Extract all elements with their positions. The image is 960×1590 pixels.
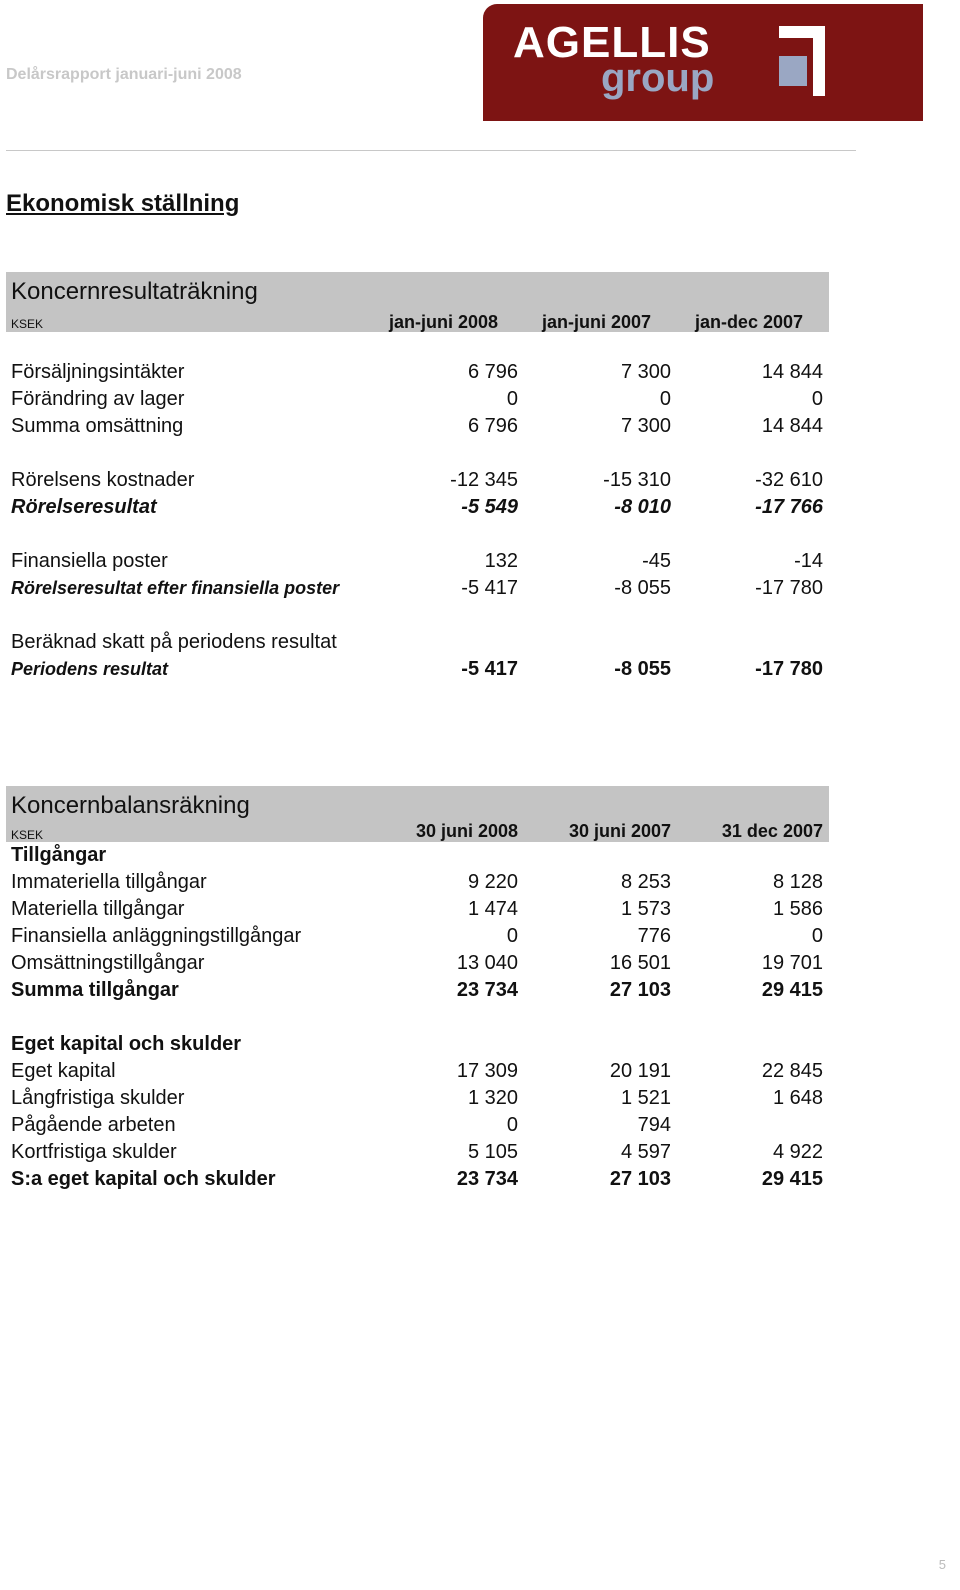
row-value: -17 766 — [755, 496, 823, 518]
row-label: Tillgångar — [11, 844, 107, 866]
row-label: Periodens resultat — [11, 659, 169, 679]
table-row — [6, 629, 829, 656]
row-value: 794 — [637, 1114, 671, 1136]
row-value: 1 586 — [772, 898, 823, 920]
table-row — [6, 359, 829, 386]
row-value: 7 300 — [620, 415, 671, 437]
agellis-logo — [483, 4, 923, 121]
row-value: 6 796 — [467, 415, 518, 437]
balance-header-band — [6, 786, 829, 842]
table-row — [6, 386, 829, 413]
row-value: 0 — [506, 1114, 518, 1136]
row-value: 14 844 — [761, 361, 823, 383]
row-label: Försäljningsintäkter — [11, 361, 185, 383]
row-label: S:a eget kapital och skulder — [11, 1168, 276, 1190]
assets-heading — [6, 842, 829, 869]
income-col-2: jan-juni 2007 — [541, 312, 651, 332]
row-value: -17 780 — [755, 658, 823, 680]
row-value: 9 220 — [467, 871, 518, 893]
logo-word-agellis: AGELLIS — [513, 18, 711, 67]
income-col-1: jan-juni 2008 — [388, 312, 498, 332]
row-value: 13 040 — [456, 952, 518, 974]
row-value: 22 845 — [761, 1060, 823, 1082]
row-value: 29 415 — [761, 979, 823, 1001]
row-label: Eget kapital och skulder — [11, 1033, 242, 1055]
row-label: Summa tillgångar — [11, 979, 179, 1001]
row-value: 132 — [484, 550, 518, 572]
table-row — [6, 869, 829, 896]
table-row — [6, 1058, 829, 1085]
row-label: Summa omsättning — [11, 415, 184, 437]
row-value: 14 844 — [761, 415, 823, 437]
row-value: 0 — [811, 925, 823, 947]
row-value: 7 300 — [620, 361, 671, 383]
balance-sheet-table — [6, 786, 829, 1193]
logo-word-group: group — [601, 56, 715, 100]
row-value: -14 — [794, 550, 823, 572]
row-value: -12 345 — [450, 469, 518, 491]
row-label: Omsättningstillgångar — [11, 952, 205, 974]
row-value: -8 055 — [614, 577, 671, 599]
income-unit: KSEK — [11, 317, 44, 331]
income-header-band — [6, 272, 829, 332]
row-value: 4 597 — [620, 1141, 671, 1163]
row-value: 1 573 — [620, 898, 671, 920]
row-value: 1 320 — [467, 1087, 518, 1109]
row-value: -15 310 — [603, 469, 671, 491]
row-label: Rörelsens kostnader — [11, 469, 195, 491]
table-row — [6, 1112, 829, 1139]
row-value: -45 — [642, 550, 671, 572]
row-value: 5 105 — [467, 1141, 518, 1163]
row-value: 23 734 — [456, 979, 518, 1001]
row-value: 0 — [506, 388, 518, 410]
table-row — [6, 548, 829, 575]
row-value: 17 309 — [456, 1060, 518, 1082]
row-value: 0 — [811, 388, 823, 410]
table-row-total — [6, 656, 829, 683]
header-divider — [6, 150, 856, 151]
row-label: Finansiella anläggningstillgångar — [11, 925, 302, 947]
row-value: -8 010 — [614, 496, 671, 518]
row-value: 16 501 — [609, 952, 671, 974]
row-value: 27 103 — [609, 979, 671, 1001]
table-row-subtotal — [6, 494, 829, 521]
row-value: 27 103 — [609, 1168, 671, 1190]
row-value: 776 — [637, 925, 671, 947]
row-label: Rörelseresultat efter finansiella poster — [11, 578, 340, 598]
table-row — [6, 923, 829, 950]
row-value: 1 648 — [772, 1087, 823, 1109]
table-row-total — [6, 1166, 829, 1193]
table-row — [6, 413, 829, 440]
balance-col-3: 31 dec 2007 — [721, 821, 823, 841]
row-label: Långfristiga skulder — [11, 1087, 185, 1109]
table-row — [6, 950, 829, 977]
table-row — [6, 467, 829, 494]
row-label: Förändring av lager — [11, 388, 185, 410]
balance-unit: KSEK — [11, 828, 44, 842]
row-label: Pågående arbeten — [11, 1114, 176, 1136]
table-row — [6, 1139, 829, 1166]
income-title: Koncernresultaträkning — [11, 278, 258, 305]
row-value: 8 253 — [620, 871, 671, 893]
row-value: 4 922 — [772, 1141, 823, 1163]
section-title: Ekonomisk ställning — [6, 190, 240, 217]
table-row — [6, 1085, 829, 1112]
row-value: -17 780 — [755, 577, 823, 599]
liabilities-heading — [6, 1031, 829, 1058]
balance-col-1: 30 juni 2008 — [415, 821, 518, 841]
row-label: Kortfristiga skulder — [11, 1141, 177, 1163]
row-value: -5 549 — [461, 496, 518, 518]
row-label: Beräknad skatt på periodens resultat — [11, 631, 337, 653]
row-value: 19 701 — [761, 952, 823, 974]
row-value: 1 521 — [620, 1087, 671, 1109]
table-row — [6, 896, 829, 923]
row-label: Materiella tillgångar — [11, 898, 185, 920]
row-value: 6 796 — [467, 361, 518, 383]
row-label: Rörelseresultat — [11, 496, 157, 518]
row-label: Immateriella tillgångar — [11, 871, 207, 893]
row-label: Eget kapital — [11, 1060, 116, 1082]
income-statement-table — [6, 272, 829, 683]
row-value: 20 191 — [609, 1060, 671, 1082]
report-title: Delårsrapport januari-juni 2008 — [6, 66, 242, 83]
row-value: 0 — [659, 388, 671, 410]
balance-title: Koncernbalansräkning — [11, 792, 250, 819]
logo-mark-icon — [779, 26, 825, 96]
row-value: 23 734 — [456, 1168, 518, 1190]
row-value: 1 474 — [467, 898, 518, 920]
table-row-total — [6, 977, 829, 1004]
row-value: 0 — [506, 925, 518, 947]
income-col-3: jan-dec 2007 — [694, 312, 803, 332]
table-row — [6, 575, 829, 602]
row-value: -8 055 — [614, 658, 671, 680]
balance-col-2: 30 juni 2007 — [568, 821, 671, 841]
row-value: -5 417 — [461, 658, 518, 680]
row-value: -32 610 — [755, 469, 823, 491]
row-value: 29 415 — [761, 1168, 823, 1190]
row-label: Finansiella poster — [11, 550, 168, 572]
page-number: 5 — [938, 1557, 946, 1572]
row-value: -5 417 — [461, 577, 518, 599]
row-value: 8 128 — [772, 871, 823, 893]
